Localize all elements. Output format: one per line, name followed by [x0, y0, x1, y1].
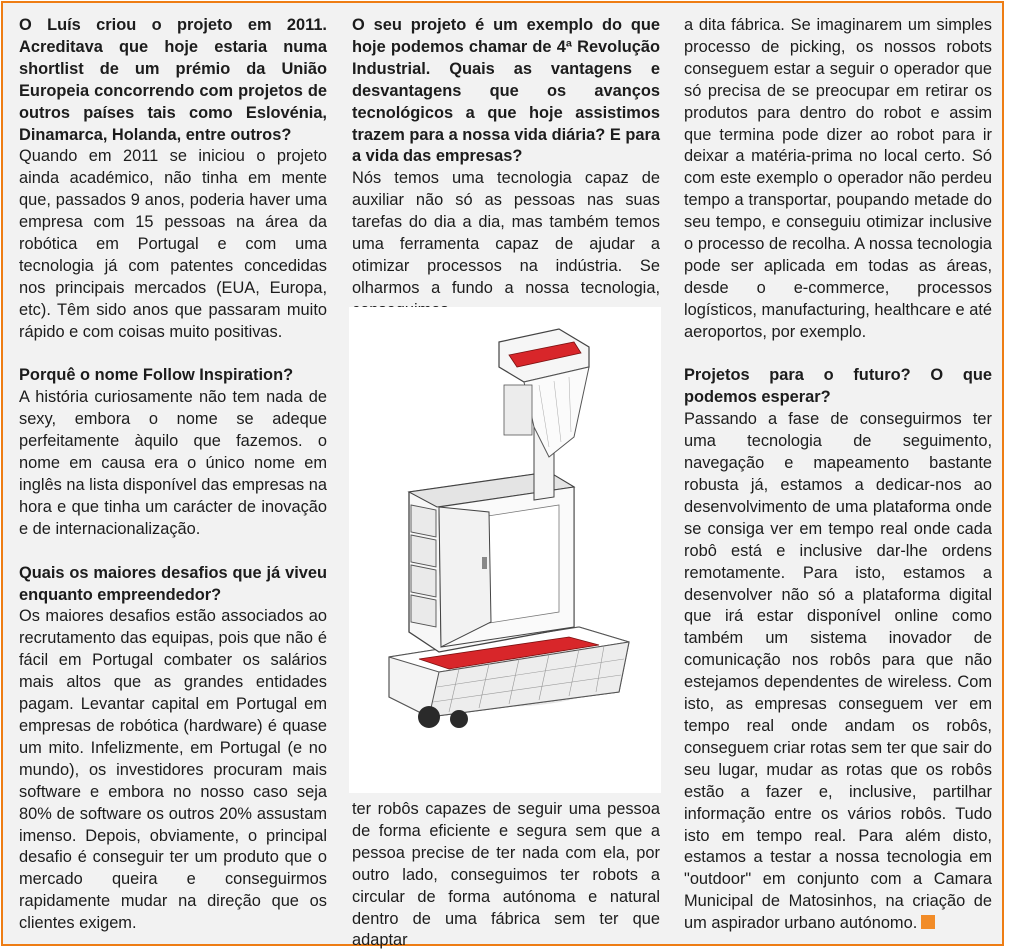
answer-4-continued: a dita fábrica. Se imaginarem um simples processo de picking, os nossos robots conseguem estar a seguir o operador que só precisa de se preocupar em retirar os produtos para dentro do robot e assim que termina pode dizer ao robot para ir deixar a matéria-prima no local certo. Só com este exemplo o operador não perdeu tempo a transportar, poupando metade do seu tempo, e conseguiu otimizar inclusive o processo de recolha. A nossa tecnologia pode ser aplicada em todas as áreas, desde o e-commerce, processos logísticos, manufacturing, healthcare e até aeroportos, por exemplo.: [684, 16, 992, 341]
column-1: [19, 15, 327, 935]
answer-3: Os maiores desafios estão associados ao recrutamento das equipas, pois que não é fácil em Portugal combater os salários mais altos que as grandes entidades pagam. Levantar capital em Portugal em empresas de robótica (hardware) é quase um mito. Infelizmente, em Portugal (e no mundo), os investidores procuram mais software e embora no nosso caso seja 80% de software os outros 20% assustam imenso. Depois, obviamente, o principal desafio é conseguir ter um produto que o mercado queira e conseguirmos rapidamente mudar na direção que os clientes exigem.: [19, 607, 327, 933]
robot-drawing: [349, 307, 661, 793]
column-2: [352, 15, 660, 322]
answer-2: A história curiosamente não tem nada de sexy, embora o nome se adeque perfeitamente àquilo que fazemos. o nome em causa era o único nome em inglês na lista disponível das empresas na hora e que tinha um carácter de inovação e de internacionalização.: [19, 388, 327, 538]
article-page: [1, 1, 1004, 950]
question-1: O Luís criou o projeto em 2011. Acreditava que hoje estaria numa shortlist de um prémio da União Europeia concorrendo com projetos de outros países tais como Eslovénia, Dinamarca, Holanda, entre outros?: [19, 16, 327, 144]
wheel-left: [418, 706, 440, 728]
column-2-bottom: [352, 799, 660, 952]
cabinet-door: [439, 507, 491, 647]
wheel-front: [450, 710, 468, 728]
head-panel: [504, 385, 532, 435]
question-3: Quais os maiores desafios que já viveu enquanto empreendedor?: [19, 563, 327, 604]
answer-4-top: Nós temos uma tecnologia capaz de auxiliar não só as pessoas nas suas tarefas do dia a dia, mas também temos uma ferramenta capaz de ajudar a otimizar processos na indústria. Se olharmos a fundo a nossa tecnologia,: [352, 169, 660, 297]
answer-1: Quando em 2011 se iniciou o projeto ainda académico, não tinha em mente que, passados 9 anos, poderia haver uma empresa com 15 pessoas na área da robótica em Portugal e com uma tecnologia já com patentes concedidas nos principais mercados (EUA, Europa, etc). Têm sido anos que passaram muito rápido e com coisas muito positivas.: [19, 147, 327, 341]
answer-5: [684, 409, 992, 935]
question-5: Projetos para o futuro? O que podemos esperar?: [684, 366, 992, 407]
answer-5-text: Passando a fase de conseguirmos ter uma tecnologia de seguimento, navegação e mapeamento bastante robusta já, estamos a dedicar-nos ao desenvolvimento de uma plataforma onde se consiga ver em tempo real onde cada robô está e inclusive dar-lhe ordens remotamente. Para isto, estamos a desenvolver não só a plataforma digital que irá estar disponível online como também um sistema inovador de comunicação nos robôs para que não estejamos dependentes de wireless. Com isto, as empresas conseguem ver em tempo real onde andam os robôs, conseguem criar rotas sem ter que sair do seu lugar, mudar as rotas que os robôs estão a fazer e, inclusive, partilhar informação entre os vários robôs. Tudo isto em tempo real. Para além disto, estamos a testar a nossa tecnologia em "outdoor" em conjunto com a Camara Municipal de Matosinhos, na criação de um aspirador urbano autónomo.: [684, 410, 992, 933]
answer-4-bottom: ter robôs capazes de seguir uma pessoa de forma eficiente e segura sem que a pessoa precise de ter nada com ela, por outro lado, conseguimos ter robots a circular de forma autónoma e natural dentro de uma fábrica sem ter que adaptar: [352, 800, 660, 950]
door-hinge: [482, 557, 487, 569]
robot-illustration: [349, 307, 661, 793]
question-4: O seu projeto é um exemplo do que hoje podemos chamar de 4ª Revolução Industrial. Quais as vantagens e desvantagens que os avanços tecnológicos a que hoje assistimos trazem para a nossa vida diária? E para a vida das empresas?: [352, 16, 660, 166]
question-2: Porquê o nome Follow Inspiration?: [19, 366, 294, 385]
orange-square-icon: [921, 915, 935, 929]
column-3: [684, 15, 992, 935]
